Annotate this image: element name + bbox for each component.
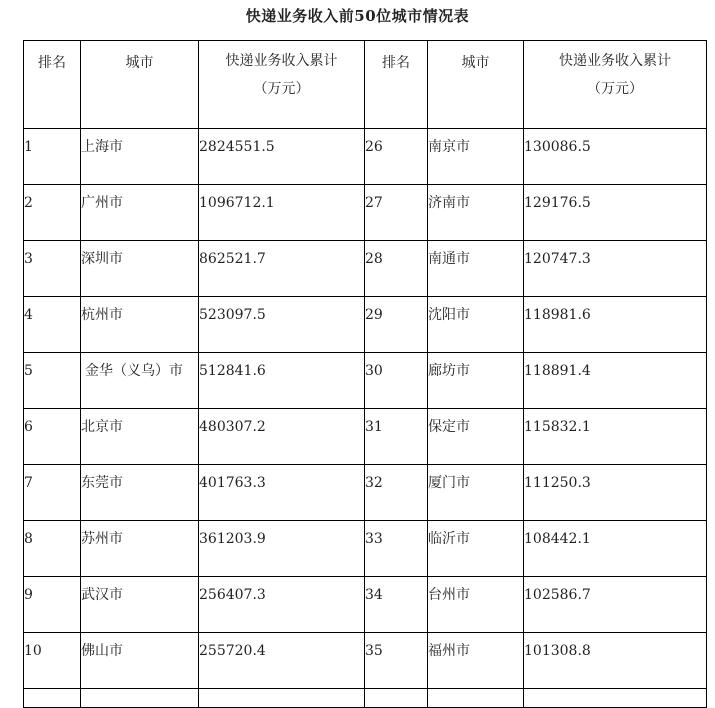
table-row (24, 185, 707, 241)
header-rank-2: 排名 (365, 41, 428, 129)
city-cell: 杭州市 (81, 297, 199, 353)
city-cell: 南通市 (428, 241, 524, 297)
header-revenue-label: 快递业务收入累计 (225, 53, 338, 69)
revenue-cell: 512841.6 (199, 353, 365, 409)
revenue-cell: 1096712.1 (199, 185, 365, 241)
table-row (24, 521, 707, 577)
city-cell: 济南市 (428, 185, 524, 241)
city-cell: 台州市 (428, 577, 524, 633)
rank-cell: 26 (365, 129, 428, 185)
revenue-cell (199, 689, 365, 708)
rank-cell (24, 689, 81, 708)
city-cell: 广州市 (81, 185, 199, 241)
table-row (24, 409, 707, 465)
rank-cell: 8 (24, 521, 81, 577)
city-cell: 金华（义乌）市 (81, 353, 199, 409)
revenue-cell: 480307.2 (199, 409, 365, 465)
city-cell: 廊坊市 (428, 353, 524, 409)
rank-cell: 33 (365, 521, 428, 577)
city-cell: 北京市 (81, 409, 199, 465)
revenue-cell: 2824551.5 (199, 129, 365, 185)
rank-cell: 10 (24, 633, 81, 689)
revenue-cell: 862521.7 (199, 241, 365, 297)
header-revenue-label-2: 快递业务收入累计 (559, 53, 671, 69)
city-cell: 南京市 (428, 129, 524, 185)
table-row (24, 465, 707, 521)
revenue-cell: 108442.1 (524, 521, 707, 577)
table-row (24, 129, 707, 185)
rank-cell (365, 689, 428, 708)
rank-cell: 31 (365, 409, 428, 465)
revenue-cell: 115832.1 (524, 409, 707, 465)
revenue-cell: 523097.5 (199, 297, 365, 353)
rank-cell: 27 (365, 185, 428, 241)
header-revenue-unit: （万元） (253, 81, 310, 97)
header-revenue-unit-2: （万元） (587, 81, 643, 97)
table-row (24, 577, 707, 633)
rank-cell: 28 (365, 241, 428, 297)
rank-cell: 32 (365, 465, 428, 521)
city-cell: 临沂市 (428, 521, 524, 577)
rank-cell: 30 (365, 353, 428, 409)
header-rank: 排名 (24, 41, 81, 129)
city-cell: 深圳市 (81, 241, 199, 297)
rank-cell: 3 (24, 241, 81, 297)
revenue-cell: 255720.4 (199, 633, 365, 689)
rank-cell: 29 (365, 297, 428, 353)
header-revenue (199, 41, 365, 129)
revenue-cell: 129176.5 (524, 185, 707, 241)
revenue-cell: 118891.4 (524, 353, 707, 409)
city-cell: 武汉市 (81, 577, 199, 633)
rank-cell: 5 (24, 353, 81, 409)
table-row (24, 297, 707, 353)
revenue-cell: 111250.3 (524, 465, 707, 521)
city-cell: 厦门市 (428, 465, 524, 521)
table-row (24, 353, 707, 409)
table-title: 快递业务收入前50位城市情况表 (245, 7, 470, 25)
city-cell (81, 689, 199, 708)
revenue-cell: 401763.3 (199, 465, 365, 521)
city-cell: 上海市 (81, 129, 199, 185)
rank-cell: 35 (365, 633, 428, 689)
city-cell: 苏州市 (81, 521, 199, 577)
revenue-cell: 118981.6 (524, 297, 707, 353)
city-revenue-table (23, 40, 707, 708)
revenue-cell: 361203.9 (199, 521, 365, 577)
city-cell: 保定市 (428, 409, 524, 465)
revenue-cell: 256407.3 (199, 577, 365, 633)
header-city-2: 城市 (428, 41, 524, 129)
rank-cell: 2 (24, 185, 81, 241)
header-revenue-2 (524, 41, 707, 129)
revenue-cell (524, 689, 707, 708)
header-city: 城市 (81, 41, 199, 129)
revenue-cell: 130086.5 (524, 129, 707, 185)
table-row-partial (24, 689, 707, 708)
rank-cell: 34 (365, 577, 428, 633)
rank-cell: 4 (24, 297, 81, 353)
city-cell: 东莞市 (81, 465, 199, 521)
rank-cell: 1 (24, 129, 81, 185)
table-header-row (24, 41, 707, 129)
city-cell: 佛山市 (81, 633, 199, 689)
rank-cell: 6 (24, 409, 81, 465)
rank-cell: 7 (24, 465, 81, 521)
revenue-cell: 102586.7 (524, 577, 707, 633)
table-row (24, 633, 707, 689)
table-row (24, 241, 707, 297)
revenue-cell: 120747.3 (524, 241, 707, 297)
city-cell: 沈阳市 (428, 297, 524, 353)
rank-cell: 9 (24, 577, 81, 633)
city-cell: 福州市 (428, 633, 524, 689)
revenue-cell: 101308.8 (524, 633, 707, 689)
city-cell (428, 689, 524, 708)
